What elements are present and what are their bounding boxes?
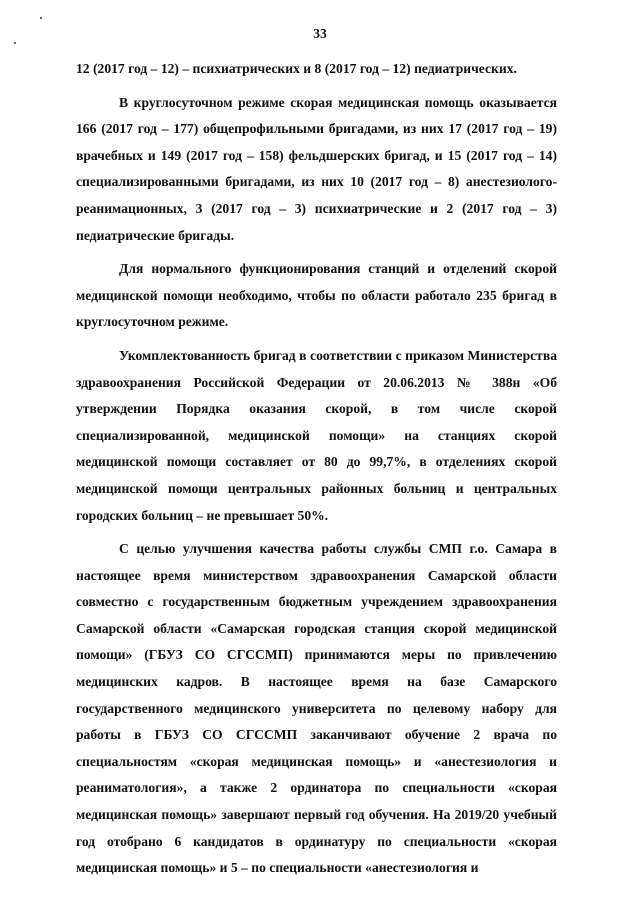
- document-body: [76, 56, 557, 889]
- paragraph-continuation: 12 (2017 год – 12) – психиатрических и 8 (2017 год – 12) педиатрических.: [76, 61, 517, 76]
- paragraph-round-the-clock-brigades: В круглосуточном режиме скорая медицинская помощь оказывается 166 (2017 год – 177) общепрофильными бригадами, из них 17 (2017 год – 19) врачебных и 149 (2017 год – 158) фельдшерских бригад, и 15 (2017 год – 14) специализированными бригадами, из них 10 (2017 год – 8) анестезиолого-реанимационных, 3 (2017 год – 3) психиатрические и 2 (2017 год – 3) педиатрические бригады.: [76, 94, 557, 243]
- paragraph-required-brigades: Для нормального функционирования станций и отделений скорой медицинской помощи необходимо, чтобы по области работало 235 бригад в круглосуточном режиме.: [76, 261, 557, 330]
- page-number: 33: [313, 26, 327, 41]
- scan-speck-mark: [40, 17, 42, 19]
- paragraph-quality-improvement: С целью улучшения качества работы службы СМП г.о. Самара в настоящее время министерством здравоохранения Самарской области совместно с государственным бюджетным учреждением здравоохранения Самарской области «Самарская городская станция скорой медицинской помощи» (ГБУЗ СО СГССМП) принимаются меры по привлечению медицинских кадров. В настоящее время на базе Самарского государственного медицинского университета по целевому набору для работы в ГБУЗ СО СГССМП заканчивают обучение 2 врача по специальностям «скорая медицинская помощь» и «анестезиология и реаниматология», а также 2 ординатора по специальности «скорая медицинская помощь» завершают первый год обучения. На 2019/20 учебный год отобрано 6 кандидатов в ординатуру по специальности «скорая медицинская помощь» и 5 – по специальности «анестезиология и: [76, 541, 557, 876]
- paragraph-staffing-level: Укомплектованность бригад в соответствии с приказом Министерства здравоохранения Российской Федерации от 20.06.2013 № 388н «Об утверждении Порядка оказания скорой, в том числе скорой специализированной, медицинской помощи» на станциях скорой медицинской помощи составляет от 80 до 99,7%, в отделениях скорой медицинской помощи центральных районных больниц и центральных городских больниц – не превышает 50%.: [76, 347, 557, 523]
- scan-speck-mark: [14, 42, 16, 44]
